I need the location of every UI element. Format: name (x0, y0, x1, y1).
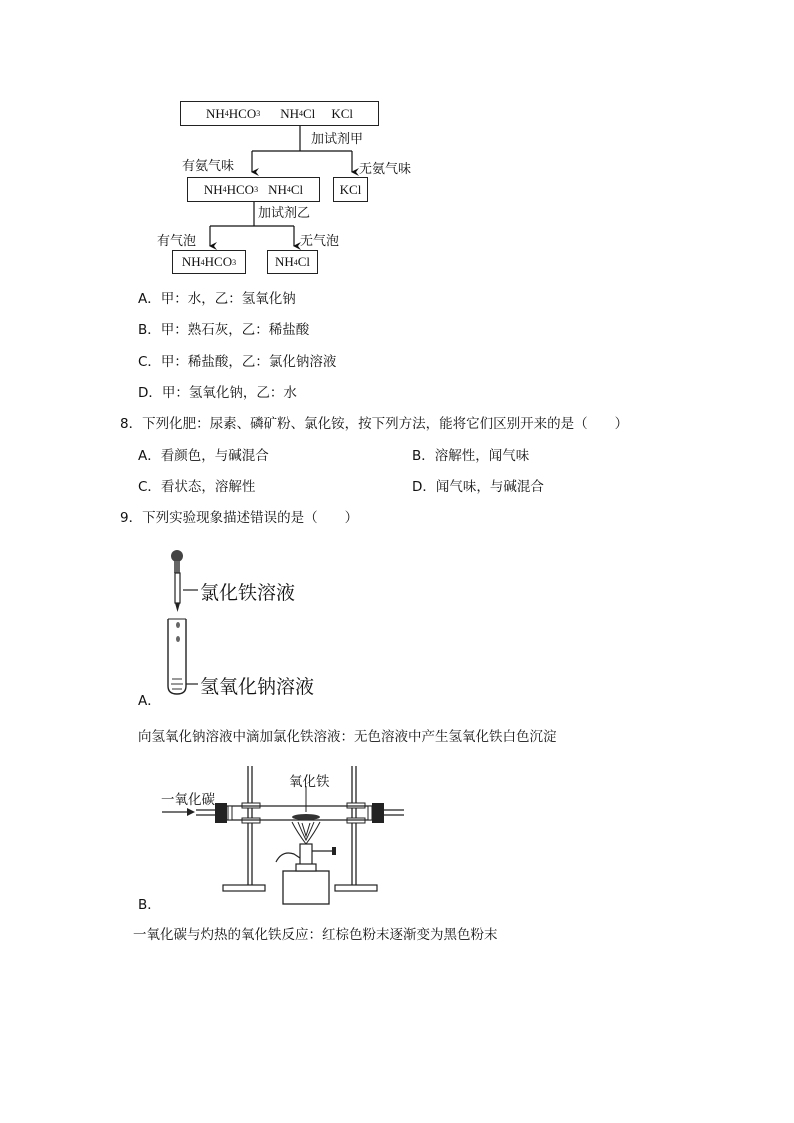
q9-stem: 9．下列实验现象描述错误的是（ ） (120, 510, 359, 526)
sodium-hydroxide-label: 氢氧化钠溶液 (200, 676, 315, 698)
top-compounds-box: NH 4 HCO 3 NH 4 Cl KCl (180, 101, 379, 126)
q9-option-a-caption[interactable]: 向氢氧化钠溶液中滴加氯化铁溶液：无色溶液中产生氢氧化铁白色沉淀 (138, 729, 557, 745)
kcl-box: KCl (333, 177, 368, 202)
reagent-a-label: 加试剂甲 (311, 132, 364, 147)
branch-ammonia-smell-label: 有氨气味 (182, 159, 235, 174)
q7-option-c[interactable]: C．甲：稀盐酸，乙：氯化钠溶液 (138, 354, 337, 370)
q7-option-d[interactable]: D．甲：氢氧化钠，乙：水 (138, 385, 297, 401)
iron-oxide-label: 氧化铁 (289, 774, 330, 790)
ferric-chloride-label: 氯化铁溶液 (200, 582, 296, 604)
q8-option-a[interactable]: A．看颜色，与碱混合 (138, 448, 269, 464)
q8-option-d[interactable]: D．闻气味，与碱混合 (412, 479, 544, 495)
carbon-monoxide-label: 一氧化碳 (161, 792, 215, 808)
q7-option-a[interactable]: A．甲：水，乙：氢氧化钠 (138, 291, 296, 307)
q7-option-b[interactable]: B．甲：熟石灰，乙：稀盐酸 (138, 322, 310, 338)
branch-no-ammonia-label: 无氨气味 (359, 162, 412, 177)
q8-option-b[interactable]: B．溶解性，闻气味 (412, 448, 530, 464)
q8-stem: 8．下列化肥：尿素、磷矿粉、氯化铵，按下列方法，能将它们区别开来的是（ ） (120, 416, 629, 432)
q8-option-c[interactable]: C．看状态，溶解性 (138, 479, 256, 495)
mid-compounds-box: NH 4 HCO 3 NH 4 Cl (187, 177, 320, 202)
bottom-left-box: NH 4 HCO 3 (172, 250, 246, 274)
q9-option-b-caption[interactable]: 一氧化碳与灼热的氧化铁反应：红棕色粉末逐渐变为黑色粉末 (133, 927, 498, 943)
branch-no-bubbles-label: 无气泡 (300, 234, 340, 249)
q9-option-a-letter[interactable]: A． (138, 693, 161, 709)
bottom-right-box: NH 4 Cl (267, 250, 318, 274)
branch-bubbles-label: 有气泡 (157, 234, 197, 249)
q9-option-b-letter[interactable]: B． (138, 897, 161, 913)
reagent-b-label: 加试剂乙 (258, 206, 311, 221)
